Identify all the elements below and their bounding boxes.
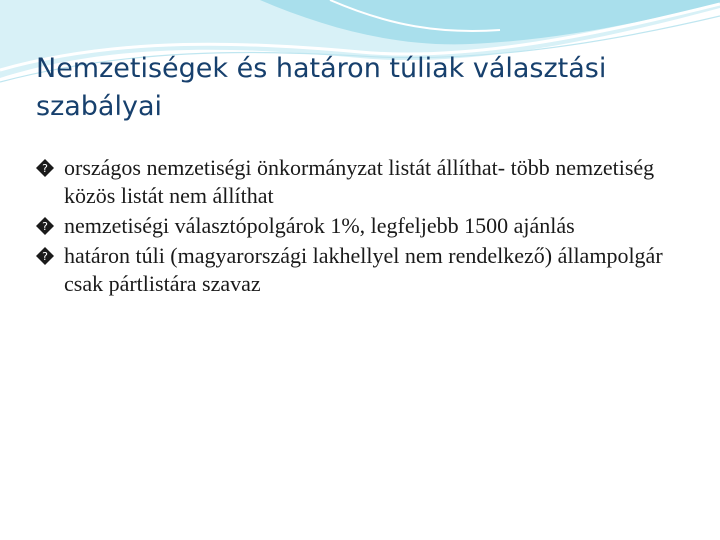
missing-glyph-icon — [36, 212, 58, 240]
missing-glyph-icon — [36, 154, 58, 182]
svg-text:?: ? — [42, 220, 48, 233]
missing-glyph-icon — [36, 242, 58, 270]
bullet-text: országos nemzetiségi önkormányzat listát állíthat- több nemzetiség közös listát nem állíthat — [64, 155, 655, 208]
bullet-list — [36, 154, 696, 300]
svg-text:?: ? — [42, 162, 48, 175]
slide-title: Nemzetiségek és határon túliak választási szabályai — [36, 53, 607, 122]
svg-text:?: ? — [42, 250, 48, 263]
list-item — [36, 154, 696, 210]
list-item — [36, 242, 696, 298]
list-item — [36, 212, 696, 240]
bullet-text: nemzetiségi választópolgárok 1%, legfeljebb 1500 ajánlás — [64, 213, 575, 238]
bullet-text: határon túli (magyarországi lakhellyel nem rendelkező) állampolgár csak pártlistára szavaz — [64, 243, 663, 296]
